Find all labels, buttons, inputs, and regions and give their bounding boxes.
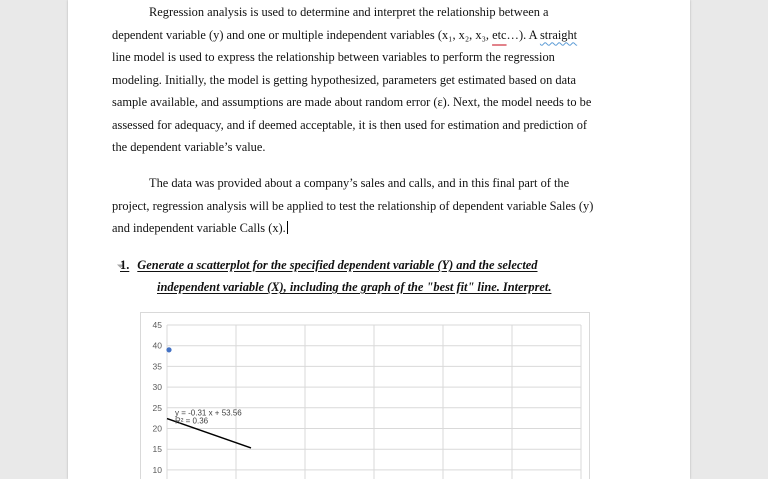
heading-line: independent variable (X), including the graph of the "best fit" line. Interpret. <box>157 280 552 294</box>
text-line: dependent variable (y) and one or multiple independent variables (x₁, x₂, x₃, etc…). A straight <box>112 27 578 42</box>
chart-canvas <box>141 313 589 479</box>
text-line: project, regression analysis will be applied to test the relationship of dependent variable Sales (y) <box>112 198 594 213</box>
text-line: the dependent variable’s value. <box>112 140 266 154</box>
y-tick-label: 35 <box>152 361 162 372</box>
paragraph-regression-intro[interactable] <box>112 1 632 159</box>
text-line: modeling. Initially, the model is getting hypothesized, parameters get estimated based on data <box>112 72 577 87</box>
text-line: sample available, and assumptions are made about random error (ε). Next, the model needs to be <box>112 95 592 109</box>
data-point <box>166 347 171 352</box>
text-line: Regression analysis is used to determine and interpret the relationship between a <box>149 5 549 19</box>
text-line: The data was provided about a company’s sales and calls, and in this final part of the <box>149 176 570 190</box>
heading-number: 1. <box>120 258 130 272</box>
y-tick-label: 40 <box>152 340 162 351</box>
grammar-flag-straight[interactable]: straight <box>539 27 578 42</box>
y-tick-label: 15 <box>152 444 162 455</box>
trendline-equation: y = -0.31 x + 53.56 <box>175 408 242 418</box>
y-tick-label: 10 <box>152 464 162 475</box>
heading-line: 1. Generate a scatterplot for the specified dependent variable (Y) and the selected <box>120 258 538 272</box>
y-tick-label: 30 <box>152 382 162 393</box>
question-heading[interactable] <box>120 254 660 298</box>
spelling-flag-etc[interactable]: etc <box>492 27 507 42</box>
text-cursor <box>287 221 288 234</box>
y-tick-label: 20 <box>152 423 162 434</box>
y-tick-label: 45 <box>152 320 162 330</box>
y-tick-label: 25 <box>152 402 162 413</box>
r-squared-label: R² = 0.36 <box>175 416 209 426</box>
document-page[interactable] <box>68 0 690 479</box>
text-line: line model is used to express the relationship between variables to perform the regression <box>112 50 555 64</box>
scatterplot-chart[interactable] <box>140 312 590 479</box>
paragraph-data-description[interactable] <box>112 172 632 240</box>
text-line: and independent variable Calls (x). <box>112 221 286 235</box>
text-line: assessed for adequacy, and if deemed acceptable, it is then used for estimation and prediction of <box>112 117 588 132</box>
